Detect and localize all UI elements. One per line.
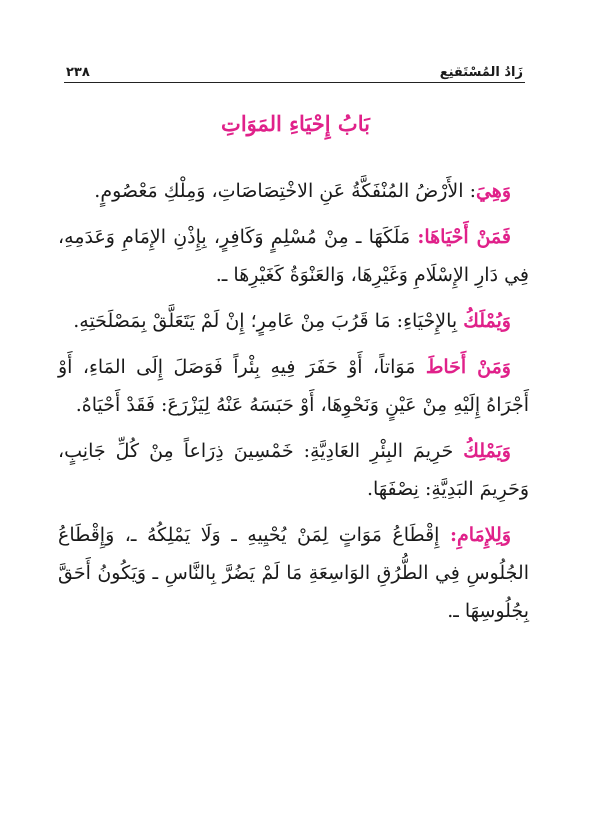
paragraph <box>58 218 529 294</box>
paragraph-text: مَوَاتاً، أَوْ حَفَرَ فِيهِ بِئْراً فَوَصَلَ إِلَى المَاءِ، أَوْ أَجْرَاهُ إِلَيْهِ مِنْ عَيْنٍ وَنَحْوِهَا، أَوْ حَبَسَهُ عَنْهُ لِيَزْرَعَ: فَقَدْ أَحْيَاهُ. <box>58 356 529 416</box>
page-number: ٢٣٨ <box>66 65 90 80</box>
paragraph-keyword: وَمَنْ أَحَاطَ <box>425 356 511 378</box>
paragraph-keyword: وَهِيَ <box>475 180 511 202</box>
paragraph-keyword: وَلِلإِمَامِ: <box>449 524 511 546</box>
paragraph-keyword: فَمَنْ أَحْيَاهَا: <box>417 226 511 248</box>
paragraph-text: بِالإِحْيَاءِ: مَا قَرُبَ مِنْ عَامِرٍ؛ إِنْ لَمْ يَتَعَلَّقْ بِمَصْلَحَتِهِ. <box>73 310 464 332</box>
paragraph-text: مَلَكَهَا ـ مِنْ مُسْلِمٍ وَكَافِرٍ، بِإِذْنِ الإِمَامِ وَعَدَمِهِ، فِي دَارِ الإِسْلَامِ وَغَيْرِهَا، وَالعَنْوَةُ كَغَيْرِهَا ـ. <box>58 226 529 286</box>
paragraph-text: حَرِيمَ البِئْرِ العَادِيَّةِ: خَمْسِينَ ذِرَاعاً مِنْ كُلِّ جَانِبٍ، وَحَرِيمَ البَدِيَّةِ: نِصْفَهَا. <box>58 440 529 500</box>
book-title: زَادُ المُسْتَقنِع <box>439 65 523 80</box>
body-text <box>58 172 529 638</box>
paragraph <box>58 516 529 630</box>
paragraph-text: : الأَرْضُ المُنْفَكَّةُ عَنِ الاخْتِصَاصَاتِ، وَمِلْكِ مَعْصُومٍ. <box>94 180 476 202</box>
header-rule <box>64 82 525 83</box>
paragraph <box>58 172 529 210</box>
running-header <box>66 58 523 80</box>
paragraph-keyword: وَيَمْلِكُ <box>463 440 511 462</box>
paragraph-text: إِقْطَاعُ مَوَاتٍ لِمَنْ يُحْيِيهِ ـ وَلَا يَمْلِكُهُ ـ، وَإِقْطَاعُ الجُلُوسِ فِي الطُّرُقِ الوَاسِعَةِ مَا لَمْ يَضُرَّ بِالنَّاسِ ـ وَيَكُونُ أَحَقَّ بِجُلُوسِهَا ـ. <box>58 524 529 622</box>
paragraph <box>58 302 529 340</box>
paragraph <box>58 348 529 424</box>
chapter-title: بَابُ إِحْيَاءِ المَوَاتِ <box>221 111 370 136</box>
paragraph <box>58 432 529 508</box>
paragraph-keyword: وَيُمْلَكُ <box>463 310 511 332</box>
